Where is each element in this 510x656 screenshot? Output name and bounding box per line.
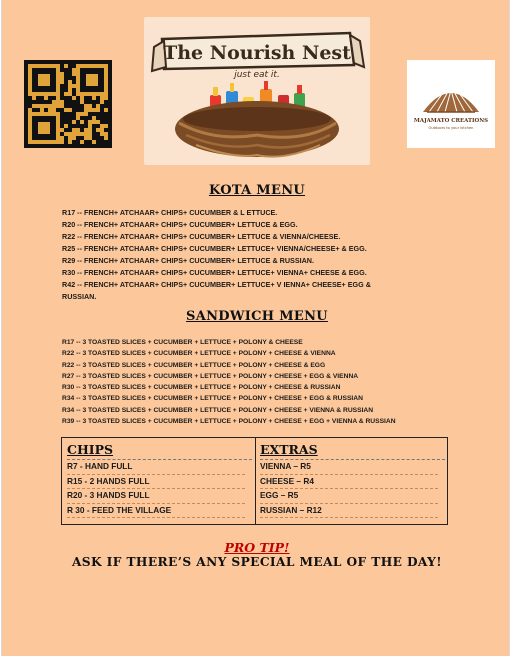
logo-title: The Nourish Nest	[163, 42, 351, 64]
extras-item: EGG – R5	[260, 489, 438, 504]
kota-item: R30 -- FRENCH+ ATCHAAR+ CHIPS+ CUCUMBER+ LETTUCE+ VIENNA+ CHEESE & EGG.	[62, 268, 367, 277]
chips-item: R20 - 3 HANDS FULL	[67, 489, 245, 504]
kota-item: R25 -- FRENCH+ ATCHAAR+ CHIPS+ CUCUMBER+ LETTUCE+ VIENNA/CHEESE+ & EGG.	[62, 244, 367, 253]
chips-item: R7 - HAND FULL	[67, 460, 245, 475]
qr-code	[24, 60, 112, 148]
kota-item: RUSSIAN.	[62, 292, 97, 301]
majamato-creations-logo	[407, 60, 495, 148]
sandwich-item: R17 -- 3 TOASTED SLICES + CUCUMBER + LETTUCE + POLONY & CHEESE	[62, 339, 303, 346]
sandwich-item: R34 -- 3 TOASTED SLICES + CUCUMBER + LETTUCE + POLONY + CHEESE + EGG & RUSSIAN	[62, 395, 363, 403]
chips-item: R 30 - FEED THE VILLAGE	[67, 504, 245, 519]
kota-menu-list	[62, 207, 442, 303]
sandwich-menu-list	[62, 337, 482, 427]
table-divider	[255, 438, 256, 524]
extras-item: CHEESE – R4	[260, 475, 438, 490]
sandwich-item: R39 -- 3 TOASTED SLICES + CUCUMBER + LETTUCE + POLONY + CHEESE + EGG + VIENNA & RUSSIAN	[62, 418, 396, 426]
chips-extras-table	[61, 437, 448, 525]
kota-menu-heading: KOTA MENU	[208, 183, 306, 198]
nourish-nest-logo	[144, 17, 370, 165]
logo-tagline: just eat it.	[234, 70, 280, 80]
extras-column	[260, 442, 445, 518]
chips-item: R15 - 2 HANDS FULL	[67, 475, 245, 490]
pro-tip-text: ASK IF THERE’S ANY SPECIAL MEAL OF THE DAY!	[71, 555, 443, 569]
kota-item: R42 -- FRENCH+ ATCHAAR+ CHIPS+ CUCUMBER+ LETTUCE+ V IENNA+ CHEESE+ EGG &	[62, 280, 371, 289]
kota-item: R17 -- FRENCH+ ATCHAAR+ CHIPS+ CUCUMBER & L ETTUCE.	[62, 208, 278, 217]
sandwich-item: R30 -- 3 TOASTED SLICES + CUCUMBER + LETTUCE + POLONY + CHEESE & RUSSIAN	[62, 384, 341, 392]
kota-item: R20 -- FRENCH+ ATCHAAR+ CHIPS+ CUCUMBER+ LETTUCE & EGG.	[62, 220, 298, 229]
extras-heading: EXTRAS	[260, 442, 445, 460]
sandwich-item: R22 -- 3 TOASTED SLICES + CUCUMBER + LETTUCE + POLONY + CHEESE & EGG	[62, 361, 326, 369]
badge-name: MAJAMATO CREATIONS	[413, 118, 489, 124]
sandwich-item: R34 -- 3 TOASTED SLICES + CUCUMBER + LETTUCE + POLONY + CHEESE + VIENNA & RUSSIAN	[62, 406, 374, 414]
extras-item: VIENNA – R5	[260, 460, 438, 475]
kota-item: R29 -- FRENCH+ ATCHAAR+ CHIPS+ CUCUMBER+ LETTUCE & RUSSIAN.	[62, 256, 314, 265]
sandwich-menu-heading: SANDWICH MENU	[186, 309, 328, 324]
badge-tagline: Outdoors to your kitchen	[428, 126, 474, 130]
extras-item: RUSSIAN – R12	[260, 504, 438, 519]
pro-tip-label: PRO TIP!	[224, 540, 290, 555]
menu-page	[1, 0, 510, 656]
chips-column	[67, 442, 252, 518]
kota-item: R22 -- FRENCH+ ATCHAAR+ CHIPS+ CUCUMBER+ LETTUCE & VIENNA/CHEESE.	[62, 232, 341, 241]
chips-heading: CHIPS	[67, 442, 252, 460]
sandwich-item: R22 -- 3 TOASTED SLICES + CUCUMBER + LETTUCE + POLONY + CHEESE & VIENNA	[62, 350, 336, 358]
sandwich-item: R27 -- 3 TOASTED SLICES + CUCUMBER + LETTUCE + POLONY + CHEESE + EGG & VIENNA	[62, 372, 359, 380]
